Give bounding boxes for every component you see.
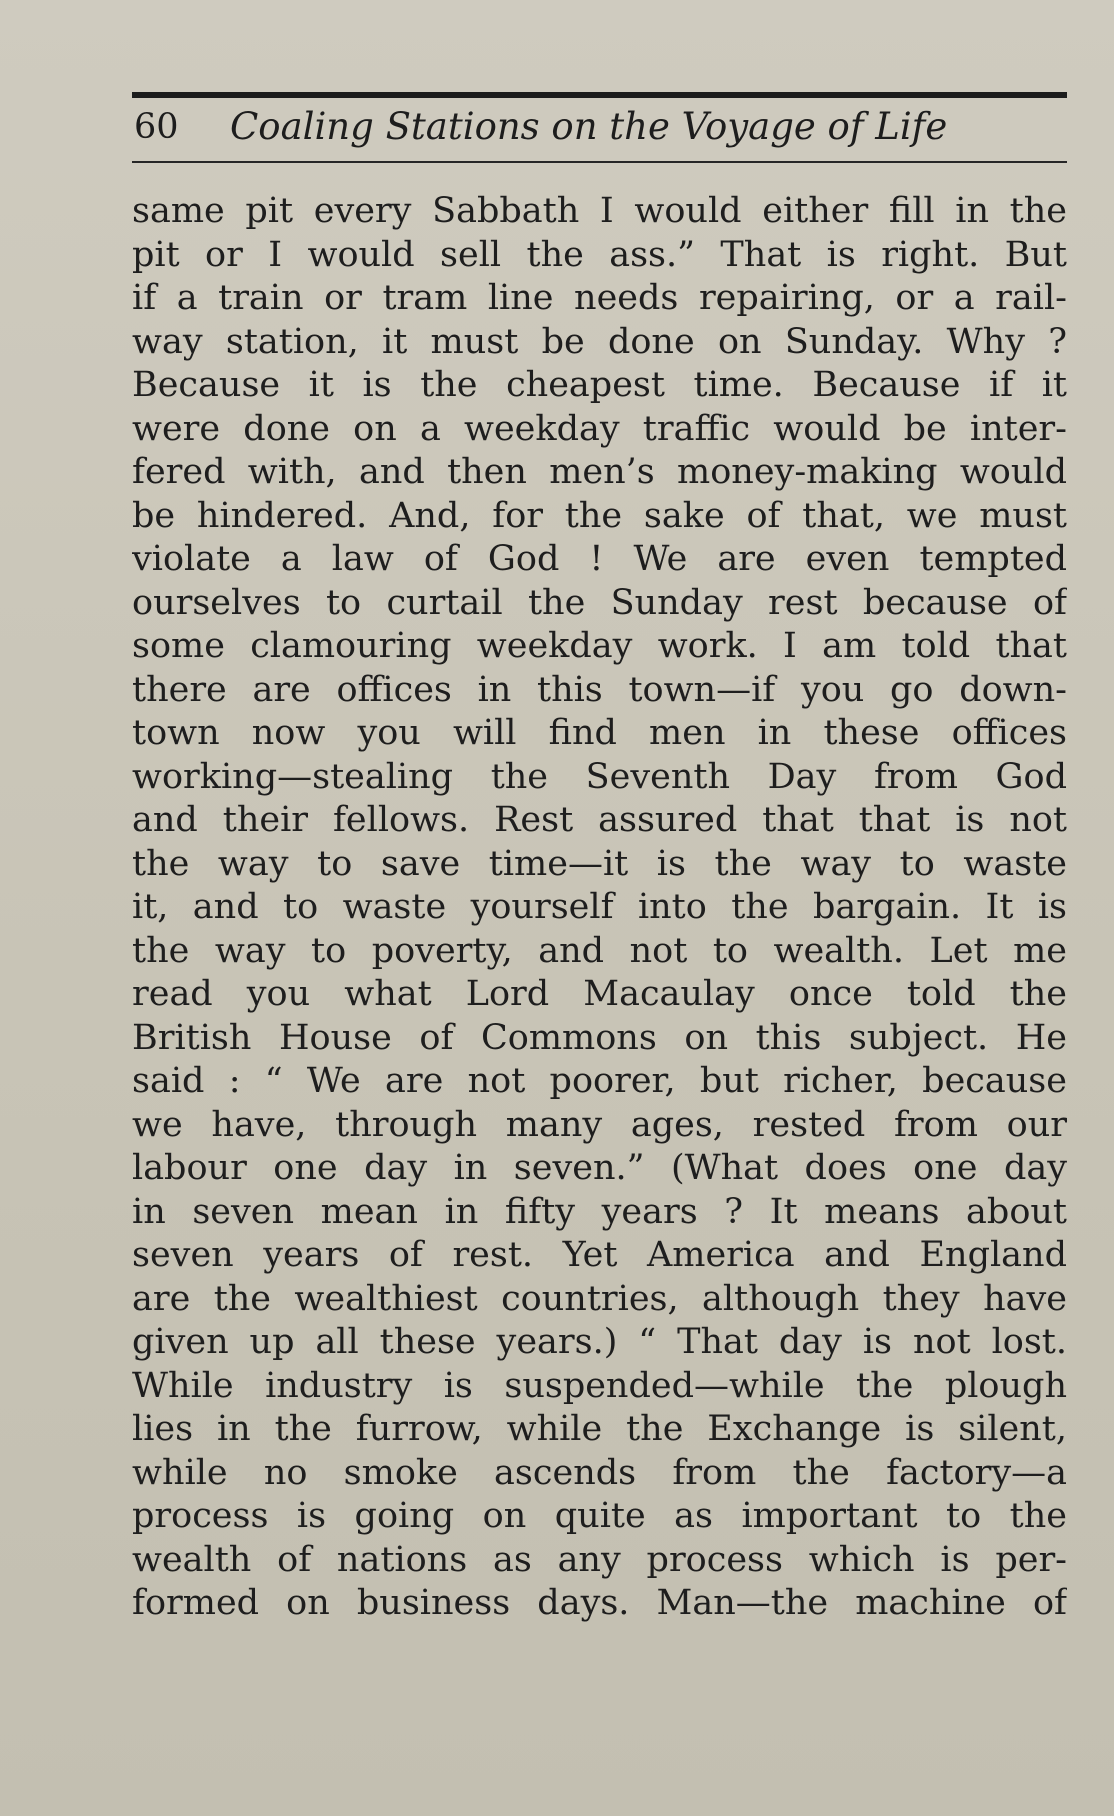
text-line: British House of Commons on this subject. He	[132, 1017, 1067, 1058]
text-line: fered with, and then men’s money-making would	[132, 452, 1067, 492]
text-line: ourselves to curtail the Sunday rest because of	[132, 582, 1067, 623]
text-line: way station, it must be done on Sunday. Why ?	[132, 321, 1067, 362]
text-line: While industry is suspended—while the plough	[132, 1365, 1067, 1406]
text-line: pit or I would sell the ass.” That is right. But	[132, 234, 1067, 275]
text-line: formed on business days. Man—the machine of	[132, 1583, 1067, 1623]
text-line: Because it is the cheapest time. Because if it	[132, 365, 1067, 405]
text-line: if a train or tram line needs repairing, or a rail-	[132, 278, 1067, 318]
text-line: be hindered. And, for the sake of that, we must	[132, 495, 1067, 536]
text-line: it, and to waste yourself into the bargain. It is	[132, 887, 1067, 927]
text-line: in seven mean in fifty years ? It means about	[132, 1191, 1067, 1232]
text-line: some clamouring weekday work. I am told that	[132, 626, 1067, 666]
running-title: Coaling Stations on the Voyage of Life	[230, 105, 948, 148]
text-line: there are offices in this town—if you go down-	[132, 669, 1067, 710]
text-line: and their fellows. Rest assured that that is not	[132, 800, 1067, 840]
text-line: lies in the furrow, while the Exchange is silent,	[132, 1409, 1067, 1449]
text-line: while no smoke ascends from the factory—a	[132, 1452, 1067, 1493]
text-line: are the wealthiest countries, although they have	[132, 1278, 1067, 1319]
running-header	[132, 98, 1067, 160]
header-bottom-rule	[132, 161, 1067, 163]
text-line: labour one day in seven.” (What does one day	[132, 1148, 1067, 1188]
text-line: the way to poverty, and not to wealth. Let me	[132, 930, 1067, 971]
text-line: process is going on quite as important to the	[132, 1496, 1067, 1536]
text-line: violate a law of God ! We are even tempted	[132, 539, 1067, 579]
body-text	[132, 190, 1067, 1626]
text-line: said : “ We are not poorer, but richer, because	[132, 1061, 1067, 1101]
text-line: were done on a weekday traffic would be inter-	[132, 408, 1067, 449]
text-line: working—stealing the Seventh Day from God	[132, 756, 1067, 797]
text-line: the way to save time—it is the way to waste	[132, 843, 1067, 884]
text-line: same pit every Sabbath I would either fill in the	[132, 191, 1067, 231]
text-line: read you what Lord Macaulay once told the	[132, 974, 1067, 1014]
text-line: given up all these years.) “ That day is not lost.	[132, 1322, 1067, 1362]
page-number: 60	[134, 107, 179, 147]
text-line: town now you will find men in these offices	[132, 713, 1067, 753]
text-line: we have, through many ages, rested from our	[132, 1104, 1067, 1145]
text-line: seven years of rest. Yet America and England	[132, 1235, 1067, 1275]
text-line: wealth of nations as any process which is per-	[132, 1539, 1067, 1580]
